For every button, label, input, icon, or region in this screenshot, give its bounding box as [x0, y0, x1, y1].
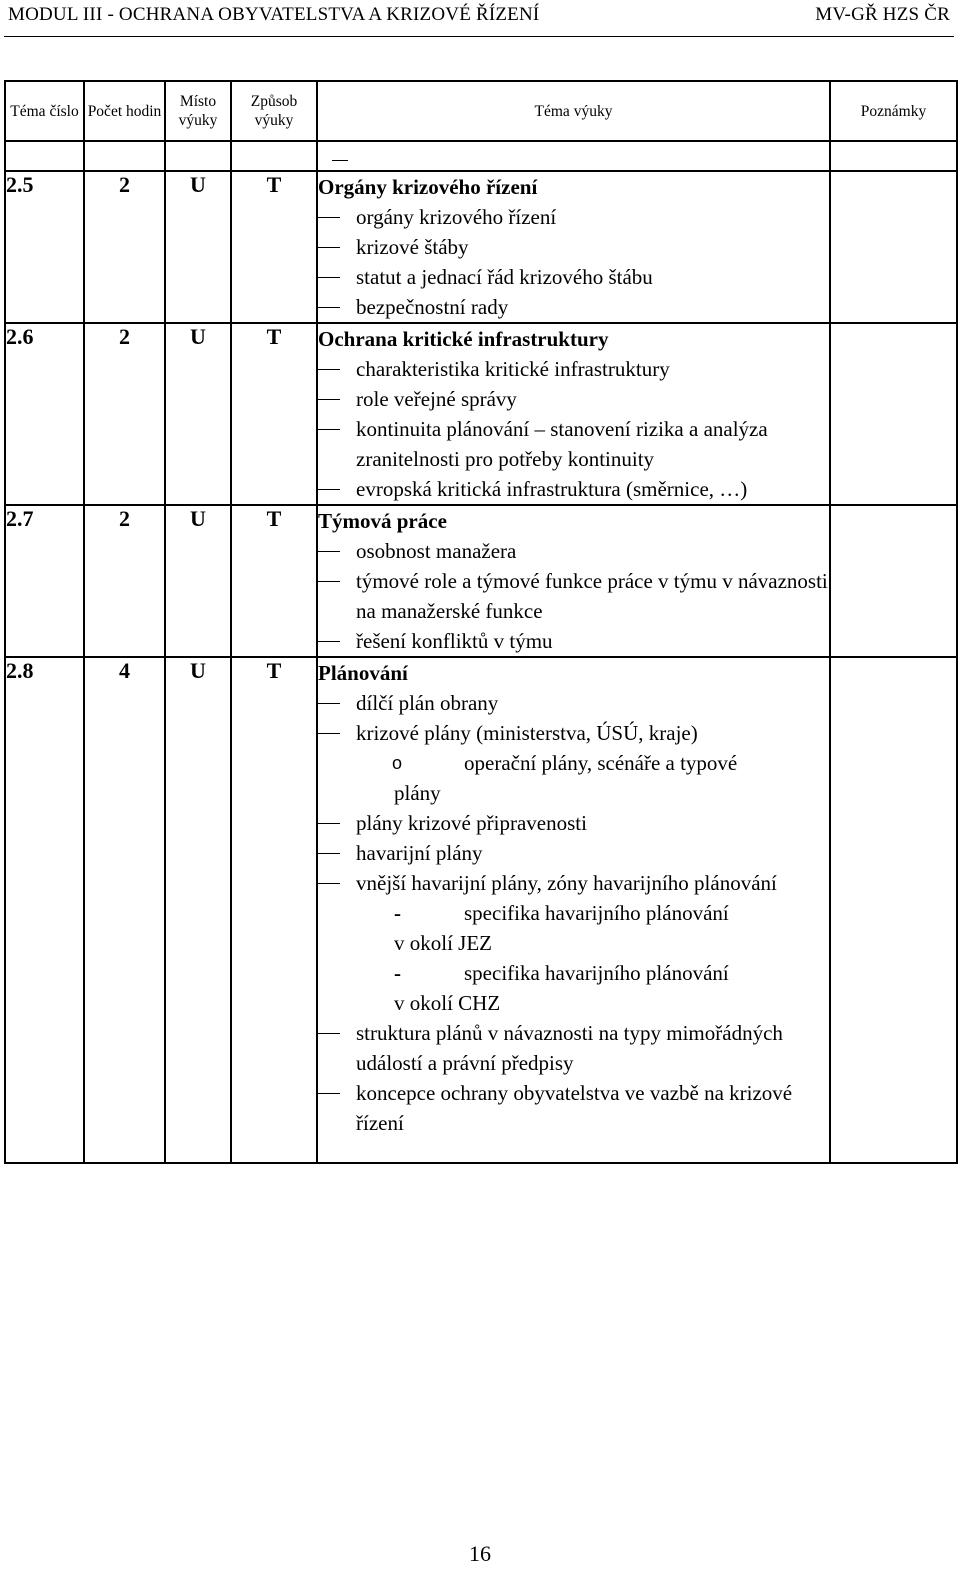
topic-number: 2.7 — [5, 505, 84, 657]
cell-empty — [5, 141, 84, 171]
header-divider — [4, 36, 954, 37]
sub-item-line1: operační plány, scénáře a typové — [464, 751, 738, 775]
topic-place: U — [165, 323, 231, 505]
table-row — [5, 657, 957, 1163]
cell-empty — [830, 141, 957, 171]
running-header-right: MV-GŘ HZS ČR — [815, 4, 950, 25]
topic-number: 2.8 — [5, 657, 84, 1163]
dash-bullet-icon: - — [394, 901, 401, 925]
list-item: dílčí plán obrany — [318, 688, 829, 718]
sub-item-line2: v okolí JEZ — [394, 931, 492, 955]
topic-number: 2.5 — [5, 171, 84, 323]
continuation-dash — [317, 141, 830, 171]
list-item: evropská kritická infrastruktura (směrnice, …) — [318, 474, 829, 504]
topic-content — [317, 171, 830, 323]
list-item: týmové role a týmové funkce práce v týmu v návaznosti na manažerské funkce — [318, 566, 829, 626]
table-header-row — [5, 81, 957, 141]
table-row — [5, 171, 957, 323]
list-item: role veřejné správy — [318, 384, 829, 414]
header-topic: Téma výuky — [317, 81, 830, 141]
topic-number: 2.6 — [5, 323, 84, 505]
header-topic-number: Téma číslo — [5, 81, 84, 141]
topic-notes — [830, 171, 957, 323]
topic-method: T — [231, 323, 317, 505]
header-place: Místo výuky — [165, 81, 231, 141]
list-item: řešení konfliktů v týmu — [318, 626, 829, 656]
topic-method: T — [231, 171, 317, 323]
topic-hours: 2 — [84, 171, 165, 323]
topic-place: U — [165, 171, 231, 323]
list-item: struktura plánů v návaznosti na typy mimořádných událostí a právní předpisy — [318, 1018, 829, 1078]
topic-method: T — [231, 505, 317, 657]
header-notes: Poznámky — [830, 81, 957, 141]
topic-title: Týmová práce — [318, 509, 447, 533]
topic-notes — [830, 323, 957, 505]
sub-list-item — [318, 958, 829, 1018]
topic-title: Ochrana kritické infrastruktury — [318, 327, 609, 351]
table-row-continuation — [5, 141, 957, 171]
list-item: orgány krizového řízení — [318, 202, 829, 232]
topic-place: U — [165, 505, 231, 657]
dash-bullet-icon: - — [394, 961, 401, 985]
topic-hours: 2 — [84, 323, 165, 505]
table-row — [5, 505, 957, 657]
list-item: osobnost manažera — [318, 536, 829, 566]
list-item: krizové plány (ministerstva, ÚSÚ, kraje) — [318, 718, 829, 748]
sub-list-item — [318, 898, 829, 958]
topic-method: T — [231, 657, 317, 1163]
topic-title: Plánování — [318, 661, 408, 685]
topic-title: Orgány krizového řízení — [318, 175, 538, 199]
list-item: statut a jednací řád krizového štábu — [318, 262, 829, 292]
circle-bullet-icon: o — [392, 753, 403, 773]
header-method: Způsob výuky — [231, 81, 317, 141]
list-item: krizové štáby — [318, 232, 829, 262]
topic-hours: 4 — [84, 657, 165, 1163]
topic-content — [317, 323, 830, 505]
topic-content — [317, 657, 830, 1163]
list-item: plány krizové připravenosti — [318, 808, 829, 838]
sub-item-line1: specifika havarijního plánování — [464, 961, 729, 985]
list-item: bezpečnostní rady — [318, 292, 829, 322]
list-item: havarijní plány — [318, 838, 829, 868]
list-item: charakteristika kritické infrastruktury — [318, 354, 829, 384]
cell-empty — [231, 141, 317, 171]
topic-hours: 2 — [84, 505, 165, 657]
sub-item-line2: v okolí CHZ — [394, 991, 501, 1015]
table-row — [5, 323, 957, 505]
topic-notes — [830, 505, 957, 657]
syllabus-table — [4, 80, 958, 1164]
topic-notes — [830, 657, 957, 1163]
list-item: vnější havarijní plány, zóny havarijního plánování — [318, 868, 829, 898]
topic-content — [317, 505, 830, 657]
sub-list-item — [318, 748, 829, 808]
cell-empty — [84, 141, 165, 171]
topic-place: U — [165, 657, 231, 1163]
list-item: koncepce ochrany obyvatelstva ve vazbě na krizové řízení — [318, 1078, 829, 1138]
running-header-left: MODUL III - OCHRANA OBYVATELSTVA A KRIZOVÉ ŘÍZENÍ — [8, 4, 540, 25]
sub-item-line1: specifika havarijního plánování — [464, 901, 729, 925]
page-number: 16 — [469, 1541, 491, 1566]
cell-empty — [165, 141, 231, 171]
header-hours: Počet hodin — [84, 81, 165, 141]
sub-item-line2: plány — [394, 781, 441, 805]
list-item: kontinuita plánování – stanovení rizika a analýza zranitelnosti pro potřeby kontinuity — [318, 414, 829, 474]
